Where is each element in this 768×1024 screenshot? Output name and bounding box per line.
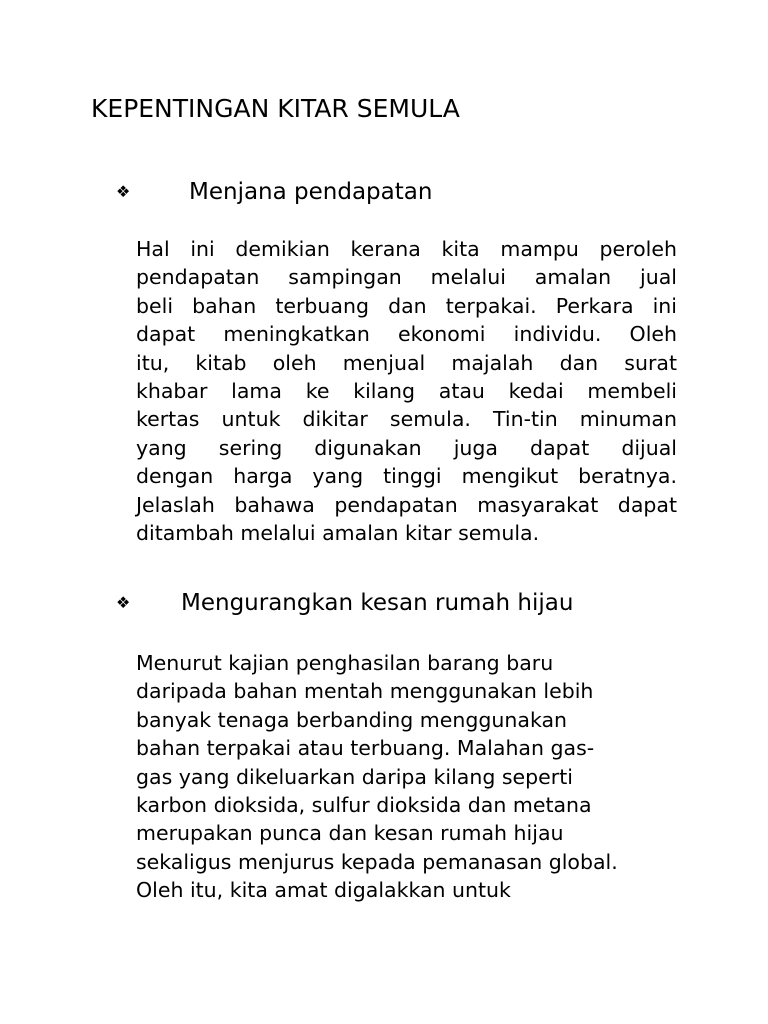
paragraph-line: dengan harga yang tinggi mengikut beratnya. xyxy=(136,464,677,489)
diamond-bullet-icon: ❖ xyxy=(116,182,131,201)
paragraph-line: ditambah melalui amalan kitar semula. xyxy=(136,521,540,546)
paragraph-line: daripada bahan mentah menggunakan lebih xyxy=(136,679,594,704)
paragraph-line: sekaligus menjurus kepada pemanasan global. xyxy=(136,849,618,874)
diamond-bullet-icon: ❖ xyxy=(116,593,131,612)
section-heading-mengurangkan-kesan-rumah-hijau xyxy=(116,589,636,617)
paragraph-line: gas yang dikeluarkan daripa kilang seperti xyxy=(136,764,573,789)
paragraph-line: merupakan punca dan kesan rumah hijau xyxy=(136,821,564,846)
paragraph-line: Jelaslah bahawa pendapatan masyarakat dapat xyxy=(136,492,677,517)
paragraph-line: pendapatan sampingan melalui amalan jual xyxy=(136,265,677,290)
paragraph-line: Hal ini demikian kerana kita mampu peroleh xyxy=(136,237,677,261)
paragraph-line: itu, kitab oleh menjual majalah dan surat xyxy=(136,350,677,375)
paragraph-line: Oleh itu, kita amat digalakkan untuk xyxy=(136,878,511,903)
paragraph-line: bahan terpakai atau terbuang. Malahan gas- xyxy=(136,736,595,761)
paragraph-line: kertas untuk dikitar semula. Tin-tin minuman xyxy=(136,407,677,432)
paragraph-line: khabar lama ke kilang atau kedai membeli xyxy=(136,379,677,404)
section-paragraph-mengurangkan-kesan-rumah-hijau xyxy=(136,649,696,905)
paragraph-line: Menurut kajian penghasilan barang baru xyxy=(136,651,554,675)
section-heading-label: Menjana pendapatan xyxy=(189,179,433,205)
paragraph-line: yang sering digunakan juga dapat dijual xyxy=(136,435,677,460)
paragraph-line: dapat meningkatkan ekonomi individu. Oleh xyxy=(136,322,677,347)
paragraph-line: beli bahan terbuang dan terpakai. Perkara ini xyxy=(136,293,677,318)
paragraph-line: banyak tenaga berbanding menggunakan xyxy=(136,707,568,732)
section-heading-label: Mengurangkan kesan rumah hijau xyxy=(181,590,574,616)
paragraph-line: karbon dioksida, sulfur dioksida dan metana xyxy=(136,793,592,818)
section-paragraph-menjana-pendapatan xyxy=(136,235,677,547)
document-title: KEPENTINGAN KITAR SEMULA xyxy=(91,94,460,123)
section-heading-menjana-pendapatan xyxy=(116,178,516,206)
